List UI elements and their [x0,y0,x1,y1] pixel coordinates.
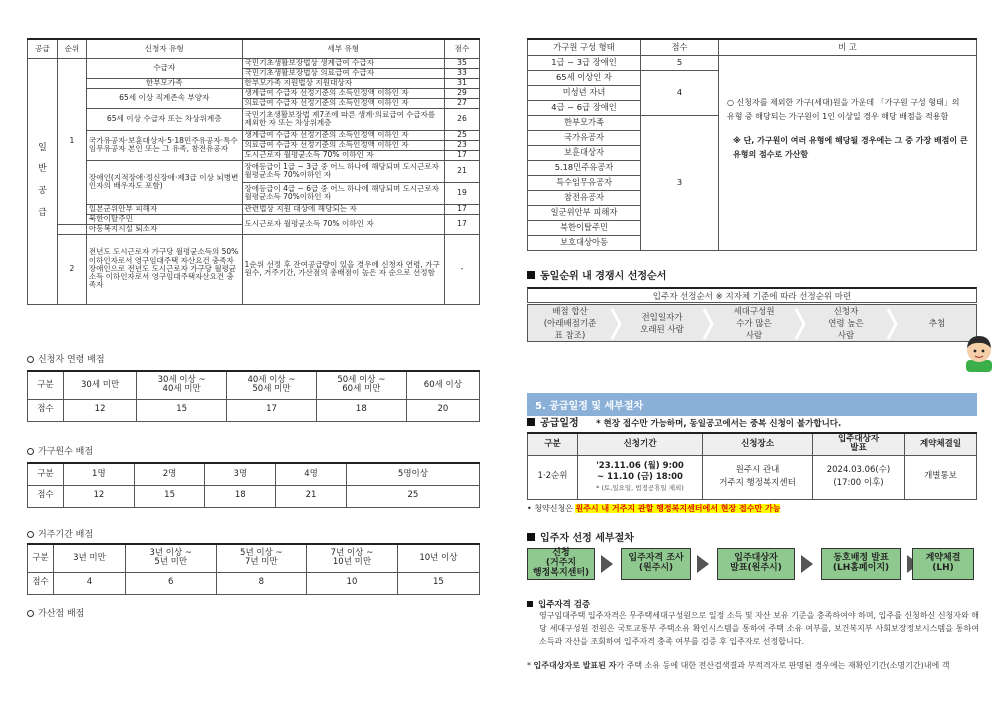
detail-cell: 도시근로자 월평균소득 70% 이하인 자 [242,214,445,234]
mascot-icon [962,332,996,372]
procedure-title: 입주자 선정 세부절차 [527,529,634,544]
col-header: 3년 미만 [54,544,126,572]
score-cell: 31 [445,78,480,88]
household-type-table [527,38,977,251]
residence-score-table [27,543,480,595]
type-defector: 북한이탈주민 [86,214,242,224]
score-cell: 3 [641,115,719,250]
type-recipient: 수급자 [86,58,242,78]
type-disabled: 장애인(지적장애·정신장애·제3급 이상 뇌병변인자의 배우자도 포함) [86,160,242,204]
detail-cell: 국민기초생활보장법상 생계급여 수급자 [242,58,445,68]
type-merit: 국가유공자·보훈대상자·5·18민주유공자·특수임무유공자 본인 또는 그 유족, 참전유공자 [86,130,242,160]
household-type-cell: 65세 이상인 자 [528,70,641,85]
procedure-step: 신청 (거주지 행정복지센터) [527,548,595,580]
col-header: 5명이상 [346,463,479,485]
household-type-cell: 미성년 자녀 [528,85,641,100]
detail-cell: 한부모가족 지원법상 지원대상자 [242,78,445,88]
type-elderly-recipient: 65세 이상 수급자 또는 차상위계층 [86,108,242,130]
score-cell: 10 [307,572,398,594]
household-type-cell: 1급 ~ 3급 장애인 [528,55,641,70]
age-score-table [27,370,480,422]
score-cell: 23 [445,140,480,150]
col-header: 1명 [64,463,135,485]
row-label: 점수 [28,572,54,594]
remarks-cell [719,55,977,250]
detail-cell: 국민기초생활보장법 제7조에 따른 생계·의료급여 수급자를 제외한 자 또는 차상위계층 [242,108,445,130]
household-type-cell: 특수임무유공자 [528,175,641,190]
household-type-cell: 4급 ~ 6급 장애인 [528,100,641,115]
col-header: 구분 [28,544,54,572]
type-comfort-women: 일본군위안부 피해자 [86,204,242,214]
household-score-table [27,462,480,508]
tiebreak-step: 추첨 [928,319,946,329]
col-header: 구분 [528,433,578,455]
col-header: 입주대상자 발표 [813,433,905,455]
score-rank2: - [445,234,480,304]
eligibility-title: 입주자격 검증 [527,598,590,610]
circle-bullet-icon [27,610,34,617]
eligibility-text: 영구임대주택 입주자격은 무주택세대구성원으로 일정 소득 및 자산 보유 기준을 충족하여야 하며, 입주를 신청하신 신청자와 해당 세대구성원 전원은 국토교통부 주택소유 확인시스템을 통하여 주택 소유 여부를, 보건복지부 사회보장정보시스템을 통하여 소득과 자산을 조회하여 입주자격 충족 여부를 검증 후 입주자로 선정합니다. [539,611,979,646]
section-5-banner: 5. 공급일정 및 세부절차 [527,393,977,416]
col-header: 3명 [205,463,276,485]
score-cell: 17 [445,204,480,214]
row-label: 점수 [28,399,64,421]
col-header: 50세 이상 ~ 60세 미만 [316,371,406,399]
col-header-rank: 순위 [57,39,86,58]
type-rank2: 전년도 도시근로자 가구당 월평균소득의 50% 이하인자로서 영구임대주택 자산요건 충족자 장애인으로 전년도 도시근로자 가구당 월평균 소득 이하인자로서 영구임대주택자산요건 충족자 [86,234,242,304]
score-cell: 27 [445,98,480,108]
score-cell: 20 [406,399,479,421]
col-header-score: 점수 [445,39,480,58]
score-cell: 25 [346,485,479,507]
col-header: 3년 이상 ~ 5년 미만 [125,544,216,572]
rank-2-label: 2 [57,234,86,304]
remark-note-1: ○ 신청자를 제외한 가구(세대)원을 가운데 「가구원 구성 형태」의 유형 중 해당되는 가구원이 1인 이상일 경우 해당 배점을 적용함 [727,97,960,121]
score-cell: 29 [445,88,480,98]
score-cell: 4 [641,70,719,115]
col-header: 30세 이상 ~ 40세 미만 [137,371,227,399]
detail-cell: 생계급여 수급자 선정기준의 소득인정액 이하인 자 [242,88,445,98]
tiebreak-title: 동일순위 내 경쟁시 선정순서 [527,267,666,282]
circle-bullet-icon [27,531,34,538]
arrow-right-icon [801,555,813,573]
square-bullet-icon [527,533,535,541]
household-type-cell: 일군위안부 피해자 [528,205,641,220]
score-cell: 6 [125,572,216,594]
detail-cell: 도시근로자 월평균소득 70% 이하인 자 [242,150,445,160]
score-cell: 21 [276,485,347,507]
score-cell: 25 [445,130,480,140]
col-header: 가구원 구성 형태 [528,39,641,55]
tiebreak-step: 세대구성원 수가 많은 사람 [733,307,775,341]
score-cell: 33 [445,68,480,78]
score-cell: 5 [641,55,719,70]
score-cell: 4 [54,572,126,594]
procedure-step: 입주대상자 발표(원주시) [717,548,795,580]
col-header: 10년 이상 [397,544,479,572]
detail-cell: 국민기초생활보장법상 의료급여 수급자 [242,68,445,78]
household-type-cell: 보호대상아동 [528,235,641,250]
household-section-title: 가구원수 배점 [27,444,93,457]
household-type-cell: 보훈대상자 [528,145,641,160]
detail-rank2: 1순위 선정 후 잔여공급량이 있을 경우에 신청자 연령, 가구원수, 거주기간, 가산점의 총배점이 높은 자 순으로 선정함 [242,234,445,304]
tiebreak-step: 전입일자가 오래된 사람 [640,313,684,335]
score-cell: 35 [445,58,480,68]
col-header: 2명 [134,463,205,485]
schedule-contract: 개별통보 [905,455,977,499]
col-header-detail-type: 세부 유형 [242,39,445,58]
detail-cell: 의료급여 수급자 선정기준의 소득인정액 이하인 자 [242,98,445,108]
household-type-cell: 참전유공자 [528,190,641,205]
tiebreak-flow [527,304,977,342]
square-bullet-icon [527,271,535,279]
score-cell: 15 [137,399,227,421]
score-cell: 17 [445,214,480,234]
square-bullet-icon [527,418,535,426]
score-cell: 26 [445,108,480,130]
col-header: 계약체결일 [905,433,977,455]
type-single-parent: 한부모가족 [86,78,242,88]
household-type-cell: 5.18민주유공자 [528,160,641,175]
col-header: 구분 [28,463,64,485]
detail-cell: 장애등급이 4급 ~ 6급 중 어느 하나에 해당되며 도시근로자 월평균소득 70%이하인 자 [242,182,445,204]
col-header: 신청기간 [578,433,703,455]
col-header: 점수 [641,39,719,55]
schedule-footnote: • 청약신청은 원주시 내 거주지 관할 행정복지센터에서 현장 접수만 가능 [527,504,781,513]
arrow-right-icon [601,555,613,573]
col-header: 40세 이상 ~ 50세 미만 [227,371,317,399]
schedule-period: '23.11.06 (월) 9:00 ~ 11.10 (금) 18:00 * (토,일요일, 법정공휴일 제외) [578,455,703,499]
circle-bullet-icon [27,448,34,455]
col-header-supply: 공급 [28,39,58,58]
col-header: 60세 이상 [406,371,479,399]
schedule-announce: 2024.03.06(수) (17:00 이후) [813,455,905,499]
procedure-step: 동호배정 발표 (LH홈페이지) [821,548,901,580]
bonus-section-title: 가산점 배점 [27,606,84,619]
score-cell: 12 [64,485,135,507]
col-header-applicant-type: 신청자 유형 [86,39,242,58]
score-cell: 15 [134,485,205,507]
household-type-cell: 국가유공자 [528,130,641,145]
score-cell: 17 [445,150,480,160]
col-header: 비 고 [719,39,977,55]
procedure-step: 입주자격 조사 (원주시) [621,548,691,580]
score-cell: 18 [316,399,406,421]
row-label: 점수 [28,485,64,507]
square-bullet-icon [527,601,533,607]
circle-bullet-icon [27,356,34,363]
score-cell: 21 [445,160,480,182]
tiebreak-header: 입주자 선정순서 ※ 지자체 기준에 따라 선정순위 마련 [527,287,977,303]
score-cell: 12 [64,399,137,421]
col-header: 4명 [276,463,347,485]
procedure-flow [527,548,977,580]
residence-section-title: 거주기간 배점 [27,527,93,540]
main-eligibility-table [27,38,480,305]
score-cell: 15 [397,572,479,594]
col-header: 30세 미만 [64,371,137,399]
type-child-welfare: 아동복지시설 퇴소자 [86,224,242,234]
household-type-cell: 북한이탈주민 [528,220,641,235]
age-section-title: 신청자 연령 배점 [27,352,105,365]
score-cell: 17 [227,399,317,421]
remark-note-2: ※ 단, 가구원이 여러 유형에 해당될 경우에는 그 중 가장 배점이 큰 유형의 점수로 가산함 [733,135,968,159]
schedule-place: 원주시 관내 거주지 행정복지센터 [703,455,813,499]
household-type-cell: 한부모가족 [528,115,641,130]
schedule-title: 공급일정 * 현장 접수만 가능하며, 동일공고에서는 중복 신청이 불가합니다. [527,414,841,429]
detail-cell: 장애등급이 1급 ~ 3급 중 어느 하나에 해당되며 도시근로자 월평균소득 70%이하인 자 [242,160,445,182]
detail-cell: 생계급여 수급자 선정기준의 소득인정액 이하인 자 [242,130,445,140]
type-elderly-support: 65세 이상 직계존속 부양자 [86,88,242,108]
detail-cell: 관련법상 지원 대상에 해당되는 자 [242,204,445,214]
score-cell: 19 [445,182,480,204]
tiebreak-step: 배점 합산 (아래배점기준 표 참조) [543,307,597,341]
score-cell: 18 [205,485,276,507]
rank-1-label: 1 [57,58,86,224]
schedule-rank-label: 1·2순위 [528,455,578,499]
col-header: 5년 이상 ~ 7년 미만 [216,544,307,572]
schedule-note: * 현장 접수만 가능하며, 동일공고에서는 중복 신청이 불가합니다. [596,419,842,429]
col-header: 신청장소 [703,433,813,455]
col-header: 구분 [28,371,64,399]
col-header: 7년 이상 ~ 10년 미만 [307,544,398,572]
score-cell: 8 [216,572,307,594]
procedure-step: 계약체결 (LH) [912,548,974,580]
schedule-table [527,432,977,500]
eligibility-note: * 입주대상자로 발표된 자가 주택 소유 등에 대한 전산검색결과 부적격자로 판명된 경우에는 재확인기간(소명기간)내에 객 [527,661,950,670]
arrow-right-icon [697,555,709,573]
tiebreak-step: 신청자 연령 높은 사람 [828,307,864,341]
supply-general-label: 일 반 공 급 [28,58,58,304]
detail-cell: 의료급여 수급자 선정기준의 소득인정액 이하인 자 [242,140,445,150]
